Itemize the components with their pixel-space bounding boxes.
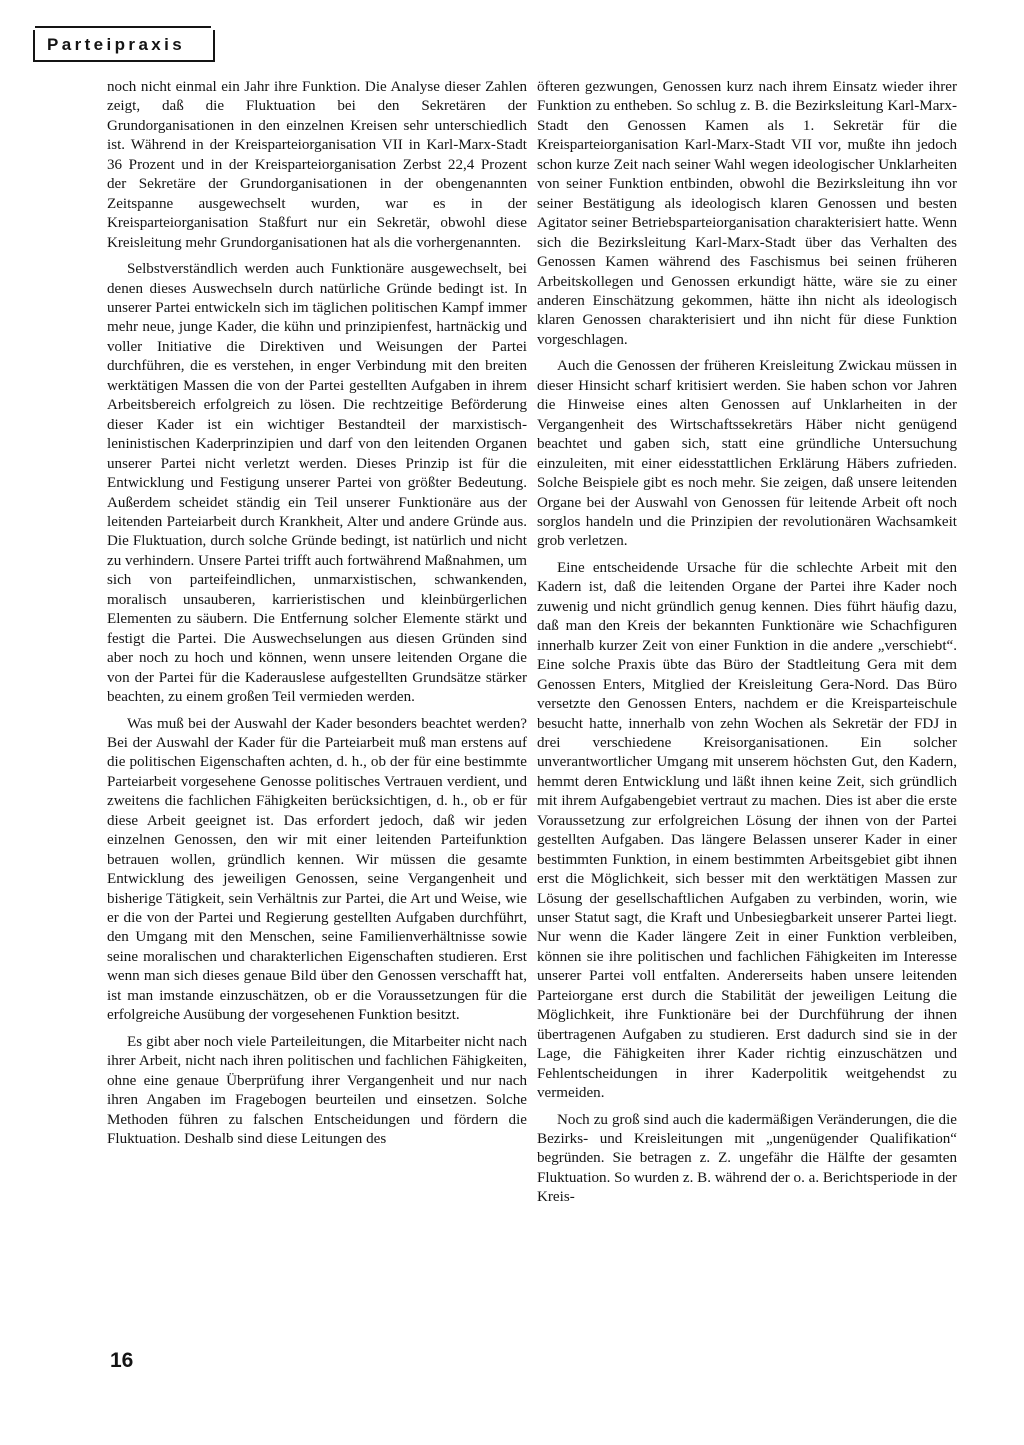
section-header-box: [35, 30, 215, 62]
right-column: [537, 78, 957, 1348]
paragraph: Es gibt aber noch viele Parteileitungen, die Mitarbeiter nicht nach ihrer Arbeit, nicht nach ihren politischen und fachlichen Fähigkeiten, ohne eine genaue Überprüfung ihrer Vergangenheit und nur nach ihren Angaben im Fragebogen beurteilen und einsetzen. Solche Methoden führen zu falschen Entscheidungen und fördern die Fluktuation. Deshalb sind diese Leitungen des: [107, 1033, 527, 1148]
left-column: [107, 78, 527, 1338]
section-title: Parteipraxis: [47, 35, 186, 54]
paragraph: Auch die Genossen der früheren Kreisleitung Zwickau müssen in dieser Hinsicht scharf kritisiert werden. Sie haben schon vor Jahren die Hinweise eines alten Genossen auf Unklarheiten in der Vergangenheit des Wirtschaftssekretärs Häber nicht genügend beachtet und gaben sich, statt eine gründliche Untersuchung einzuleiten, mit einer eidesstattlichen Erklärung Häbers zufrieden. Solche Beispiele gibt es noch mehr. Sie zeigen, daß unsere leitenden Organe bei der Auswahl von Genossen für leitende Arbeit oft noch sorglos handeln und die Prinzipien der revolutionären Wachsamkeit grob verletzen.: [537, 358, 957, 550]
paragraph: Noch zu groß sind auch die kadermäßigen Veränderungen, die die Bezirks- und Kreisleitungen mit „ungenügender Qualifikation“ begründen. Sie betragen z. Z. ungefähr die Hälfte der gesamten Fluktuation. So wurden z. B. während der o. a. Berichtsperiode in der Kreis-: [537, 1111, 958, 1206]
paragraph: Was muß bei der Auswahl der Kader besonders beachtet werden? Bei der Auswahl der Kader für die Parteiarbeit muß man erstens auf die politischen Eigenschaften achten, d. h., ob der für eine bestimmte Parteiarbeit vorgesehene Genosse politisches Vertrauen verdient, und zweitens die fachlichen Fähigkeiten berücksichtigen, d. h., ob er für diese Arbeit geeignet ist. Das erfordert jedoch, daß wir jeden einzelnen Genossen, den wir mit einer leitenden Parteifunktion betrauen wollen, gründlich kennen. Wir müssen die gesamte Entwicklung des jeweiligen Genossen, seine Vergangenheit und bisherige Tätigkeit, sein Verhältnis zur Partei, die Art und Weise, wie er die von der Partei und Regierung gestellten Aufgaben durchführt, den Umgang mit den Menschen, seine Familienverhältnisse sowie seine moralischen und charakterlichen Eigenschaften studieren. Erst wenn man sich dieses genaue Bild über den Genossen verschafft hat, ist man imstande einzuschätzen, ob er die Voraussetzungen für die erfolgreiche Ausübung der vorgesehenen Funktion besitzt.: [107, 715, 527, 1024]
paragraph: Selbstverständlich werden auch Funktionäre ausgewechselt, bei denen dieses Auswechseln durch natürliche Gründe bedingt ist. In unserer Partei entwickeln sich im täglichen politischen Kampf immer mehr neue, junge Kader, die kühn und prinzipienfest, hartnäckig und voller Initiative die Direktiven und Weisungen der Partei durchführen, die es verstehen, in enger Verbindung mit den breiten werktätigen Massen die von der Partei gestellten Aufgaben in ihrem Arbeitsbereich erfolgreich zu lösen. Die rechtzeitige Beförderung dieser Kader ist ein wichtiger Bestandteil der marxistisch-leninistischen Kaderprinzipien und darf von den leitenden Organen unserer Partei nicht verletzt werden. Dieses Prinzip ist für die Entwicklung und Festigung unserer Partei von größter Bedeutung. Außerdem scheidet ständig ein Teil unserer Funktionäre aus der leitenden Parteiarbeit durch Krankheit, Alter und andere Gründe aus. Die Fluktuation, durch solche Gründe bedingt, ist natürlich und nicht zu verhindern. Unsere Partei trifft auch fortwährend Maßnahmen, um sich von parteifeindlichen, unmarxistischen, schwankenden, moralisch unsauberen, karrieristischen und kleinbürgerlichen Elementen zu säubern. Die Entfernung solcher Elemente stärkt und festigt die Partei. Die Auswechselungen aus diesen Gründen sind aber noch zu hoch und können, wenn unsere leitenden Organe die von der Partei für die Kaderauslese aufgestellten Grundsätze stärker beachten, zu einem großen Teil vermieden werden.: [107, 261, 527, 706]
paragraph: noch nicht einmal ein Jahr ihre Funktion. Die Analyse dieser Zahlen zeigt, daß die Fluktuation bei den Sekretären der Grundorganisationen in den einzelnen Kreisen sehr unterschiedlich ist. Während in der Kreisparteiorganisation VII in Karl-Marx-Stadt 36 Prozent und in der Kreisparteiorganisation Zerbst 22,4 Prozent der Sekretäre der Grundorganisationen in der obengenannten Zeitspanne ausgewechselt wurden, war es in der Kreisparteiorganisation Staßfurt nur ein Sekretär, obwohl diese Kreisleitung mehr Grundorganisationen hat als die vorhergenannten.: [107, 79, 527, 251]
paragraph: Eine entscheidende Ursache für die schlechte Arbeit mit den Kadern ist, daß die leitenden Organe der Partei ihre Kader noch zuwenig und nicht gründlich genug kennen. Dies führt häufig dazu, daß man den Kreis der bekannten Funktionäre wie Schachfiguren innerhalb kurzer Zeit von einer Funktion in die andere „verschiebt“. Eine solche Praxis übte das Büro der Stadtleitung Gera mit dem Genossen Enters, Mitglied der Kreisleitung Gera-Nord. Das Büro versetzte den Genossen Enters, nachdem er die Kreisparteischule besucht hatte, innerhalb von zehn Wochen als Sekretär der FDJ in drei verschiedene Kreisorganisationen. Ein solcher unverantwortlicher Umgang mit unserem höchsten Gut, den Kadern, hemmt deren Entwicklung und läßt ihnen keine Zeit, sich gründlich mit ihrem Aufgabengebiet vertraut zu machen. Dies ist aber die erste Voraussetzung zur erfolgreichen Lösung der ihnen von der Partei gestellten Aufgaben. Das längere Belassen unserer Kader in einer bestimmten Funktion, in einem bestimmten Arbeitsgebiet gibt ihnen erst die Möglichkeit, sich besser mit den werktätigen Massen zur Lösung der gesellschaftlichen Aufgaben zu verbinden, worin, wie unser Statut sagt, die Kraft und Unbesiegbarkeit unserer Partei liegt. Nur wenn die Kader längere Zeit in einer Funktion verbleiben, können sie ihre politischen und fachlichen Fähigkeiten im Interesse unserer Partei voll entfalten. Andererseits haben unsere leitenden Parteiorgane erst durch die Stabilität der jeweiligen Leitung die Möglichkeit, ihre Funktionäre bei der Durchführung der ihnen übertragenen Aufgaben zu studieren. Erst dadurch sind sie in der Lage, die Fähigkeiten ihrer Kader richtig einzuschätzen und Fehlentscheidungen in ihrer Kaderpolitik weitgehendst zu vermeiden.: [537, 559, 957, 1102]
page-number: 16: [110, 1349, 134, 1372]
paragraph: öfteren gezwungen, Genossen kurz nach ihrem Einsatz wieder ihrer Funktion zu entheben. So schlug z. B. die Bezirksleitung Karl-Marx-Stadt den Genossen Kamen als 1. Sekretär für die Kreisparteiorganisation Karl-Marx-Stadt VII vor, mußte ihn jedoch schon kurze Zeit nach seiner Wahl wegen ideologischer Unklarheiten von seiner Funktion entbinden, obwohl die Bezirksleitung ihn vor seiner Bestätigung als ideologisch klaren Genossen und besten Agitator seiner Betriebsparteiorganisation charakterisiert hatte. Wenn sich die Bezirksleitung Karl-Marx-Stadt über das Verhalten des Genossen Kamen während des Faschismus bei seinen früheren Arbeitskollegen und Genossen erkundigt hätte, wäre sie zu einer anderen Einschätzung gekommen, hätte ihn nicht als ideologisch klaren Genossen charakterisiert und ihn nicht für diese Funktion vorgeschlagen.: [537, 79, 957, 348]
